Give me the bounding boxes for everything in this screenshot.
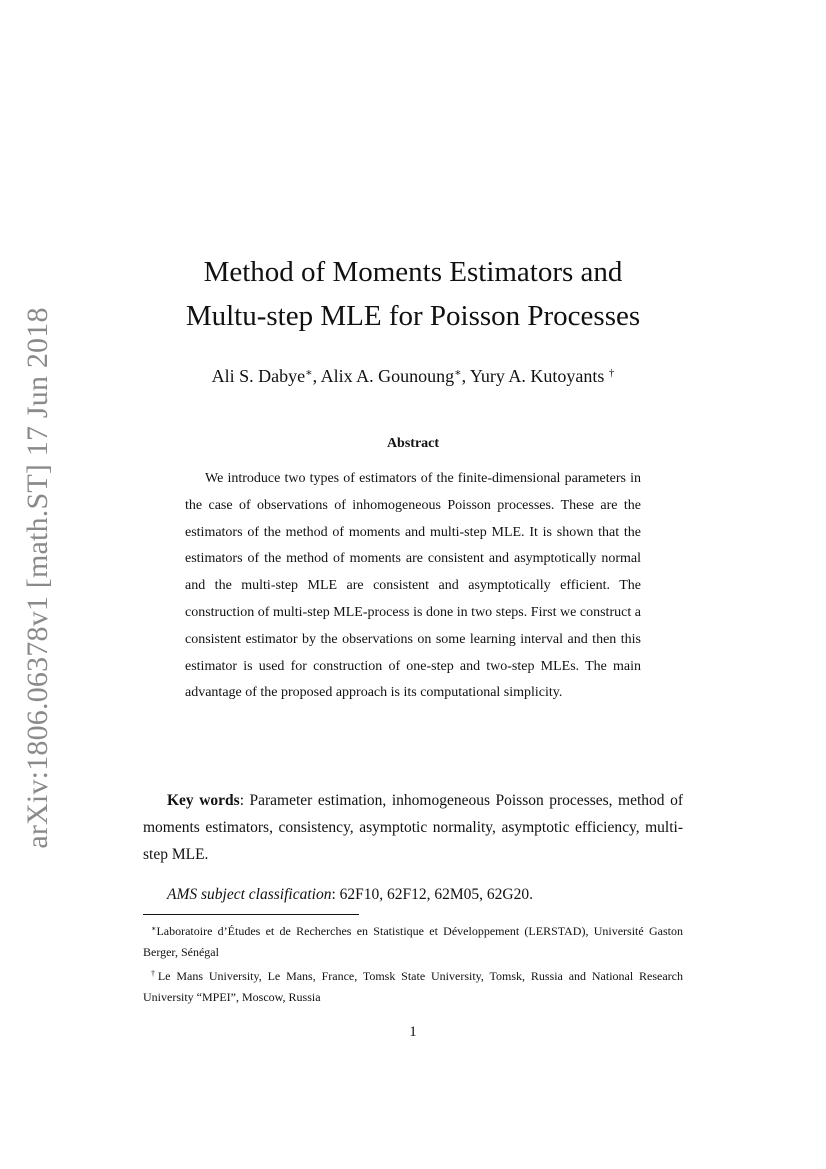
keywords-text: : Parameter estimation, inhomogeneous Poisson processes, method of moments estimators, consistency, asymptotic normality, asymptotic efficiency, multi-step MLE. bbox=[143, 792, 683, 863]
footnotes bbox=[143, 918, 683, 1008]
footnote-rule bbox=[143, 914, 359, 915]
footnote-1 bbox=[143, 918, 683, 963]
page-number: 1 bbox=[409, 1024, 417, 1040]
author-name: Yury A. Kutoyants bbox=[469, 366, 609, 386]
ams-codes: : 62F10, 62F12, 62M05, 62G20. bbox=[331, 886, 533, 903]
footnote-text: Le Mans University, Le Mans, France, Tomsk State University, Tomsk, Russia and National Research University “MPEI”, Moscow, Russia bbox=[143, 969, 684, 1004]
footnote-mark: ∗ bbox=[151, 924, 157, 933]
paper-title bbox=[100, 250, 726, 338]
footnote-2 bbox=[143, 963, 683, 1008]
arxiv-identifier: arXiv:1806.06378v1 [math.ST] 17 Jun 2018 bbox=[21, 307, 54, 849]
footnote-text: Laboratoire d’Études et de Recherches en Statistique et Développement (LERSTAD), Université Gaston Berger, Sénégal bbox=[143, 924, 683, 959]
author-name: Alix A. Gounoung bbox=[320, 366, 455, 386]
keywords-label: Key words bbox=[167, 792, 240, 809]
author-separator: , bbox=[312, 366, 321, 386]
affiliation-mark: ∗ bbox=[454, 367, 462, 379]
author-name: Ali S. Dabye bbox=[211, 366, 306, 386]
title-line-1: Method of Moments Estimators and bbox=[203, 256, 623, 288]
ams-label: AMS subject classification bbox=[167, 886, 332, 903]
abstract-heading: Abstract bbox=[386, 436, 440, 451]
affiliation-mark: † bbox=[608, 367, 615, 379]
title-line-2: Multu-step MLE for Poisson Processes bbox=[185, 300, 641, 332]
affiliation-mark: ∗ bbox=[305, 367, 313, 379]
author-separator: , bbox=[461, 366, 470, 386]
ams-classification bbox=[167, 886, 683, 904]
author-list bbox=[100, 366, 726, 387]
footnote-mark: † bbox=[151, 969, 158, 978]
abstract-text: We introduce two types of estimators of the finite-dimensional parameters in the case of observations of inhomogeneous Poisson processes. These are the estimators of the method of moments and multi-step MLE. It is shown that the estimators of the method of moments are consistent and asymptotically normal and the multi-step MLE are consistent and asymptotically efficient. The construction of multi-step MLE-process is done in two steps. First we construct a consistent estimator by the observations on some learning interval and then this estimator is used for construction of one-step and two-step MLEs. The main advantage of the proposed approach is its computational simplicity. bbox=[185, 471, 641, 701]
keywords-paragraph bbox=[143, 788, 683, 868]
